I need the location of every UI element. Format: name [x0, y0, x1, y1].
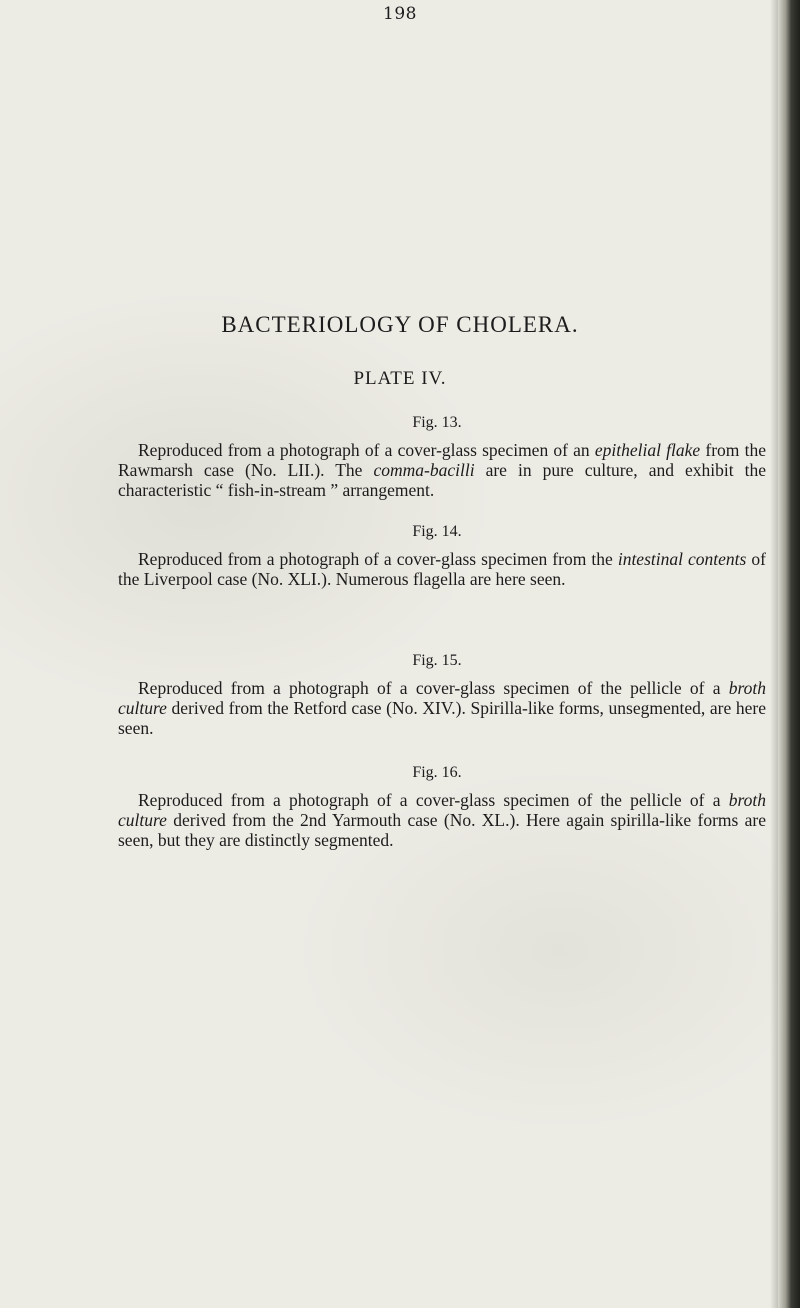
figure-label: Fig. 13.	[412, 414, 462, 431]
caption-text: derived from the 2nd Yarmouth case (No. XL.). Here again spirilla-like forms are seen, but they are distinctly segmented.	[118, 810, 766, 850]
running-title: BACTERIOLOGY OF CHOLERA.	[221, 312, 579, 337]
caption-text: Reproduced from a photograph of a cover-glass specimen of the pellicle of a	[138, 678, 729, 698]
caption-text: Reproduced from a photograph of a cover-glass specimen from the	[138, 549, 618, 569]
caption-italic-text: broth culture	[118, 790, 766, 830]
caption-text: from the Rawmarsh case (No. LII.). The	[118, 440, 766, 480]
figure-caption-15	[118, 652, 766, 738]
figure-description	[118, 549, 766, 589]
caption-text: Reproduced from a photograph of a cover-glass specimen of an	[138, 440, 595, 460]
figure-label: Fig. 14.	[412, 523, 462, 540]
figure-description	[118, 440, 766, 500]
figure-description	[118, 790, 766, 850]
book-binding-edge	[778, 0, 800, 1308]
figure-caption-13	[118, 414, 766, 500]
caption-italic-text: broth culture	[118, 678, 766, 718]
caption-text: are in pure culture, and exhibit the characteristic “ fish-in-stream ” arrangement.	[118, 460, 766, 500]
caption-italic-text: comma-bacilli	[373, 460, 475, 480]
figure-description	[118, 678, 766, 738]
figure-caption-14	[118, 523, 766, 589]
page-number: 198	[383, 4, 417, 24]
page-edge-shadow	[770, 0, 778, 1308]
plate-title: PLATE IV.	[353, 368, 447, 389]
caption-text: derived from the Retford case (No. XIV.). Spirilla-like forms, unsegmented, are here seen.	[118, 698, 766, 738]
figure-label: Fig. 15.	[412, 652, 462, 669]
figure-label: Fig. 16.	[412, 764, 462, 781]
caption-italic-text: epithelial flake	[594, 440, 701, 460]
caption-italic-text: intestinal contents	[617, 549, 747, 569]
caption-text: Reproduced from a photograph of a cover-glass specimen of the pellicle of a	[138, 790, 729, 810]
figure-caption-16	[118, 764, 766, 850]
caption-text: of the Liverpool case (No. XLI.). Numerous flagella are here seen.	[118, 549, 766, 589]
